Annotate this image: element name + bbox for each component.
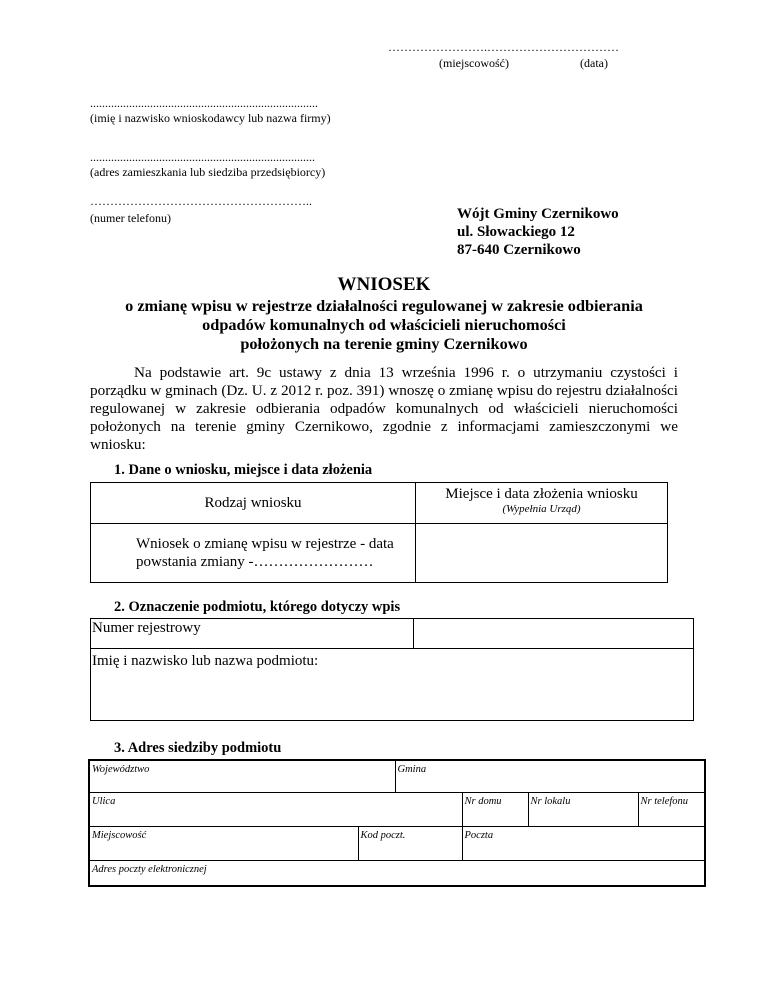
document-subtitle-line3: położonych na terenie gminy Czernikowo bbox=[240, 334, 528, 353]
gmina-field[interactable] bbox=[395, 760, 705, 792]
submission-header-label: Miejsce i data złożenia wniosku bbox=[445, 486, 638, 502]
gmina-label: Gmina bbox=[397, 764, 427, 775]
nr-lokalu-label: Nr lokalu bbox=[530, 795, 571, 807]
recipient-line3: 87-640 Czernikowo bbox=[457, 242, 581, 258]
section1-heading: 1. Dane o wniosku, miejsce i data złożenia bbox=[114, 462, 373, 478]
nr-lokalu-field[interactable] bbox=[528, 792, 638, 826]
applicant-phone-dots[interactable]: ……………………………………………….. bbox=[90, 194, 312, 208]
applicant-address-label: (adres zamieszkania lub siedziba przedsiębiorcy) bbox=[90, 165, 326, 179]
kod-pocztowy-label: Kod poczt. bbox=[360, 829, 406, 841]
reg-number-field[interactable] bbox=[414, 619, 694, 649]
date-label: (data) bbox=[580, 56, 608, 70]
nr-telefonu-label: Nr telefonu bbox=[640, 795, 689, 807]
recipient-line2: ul. Słowackiego 12 bbox=[457, 224, 575, 240]
request-type-line1: Wniosek o zmianę wpisu w rejestrze - data bbox=[136, 536, 394, 552]
wojewodztwo-label: Województwo bbox=[92, 764, 150, 775]
email-label: Adres poczty elektronicznej bbox=[92, 863, 207, 875]
place-date-dots[interactable]: …………………….…………………………… bbox=[388, 40, 619, 54]
submission-header-note: (Wypełnia Urząd) bbox=[502, 503, 581, 515]
submission-cell[interactable] bbox=[416, 524, 668, 583]
ulica-field[interactable] bbox=[89, 792, 462, 826]
poczta-label: Poczta bbox=[464, 829, 494, 841]
kod-pocztowy-field[interactable] bbox=[358, 826, 462, 860]
section2-table bbox=[90, 618, 694, 721]
request-type-cell[interactable] bbox=[91, 524, 416, 583]
request-type-header-label: Rodzaj wniosku bbox=[204, 495, 302, 511]
section1-table bbox=[90, 482, 668, 583]
nr-domu-field[interactable] bbox=[462, 792, 528, 826]
email-field[interactable] bbox=[89, 860, 705, 886]
recipient-line1: Wójt Gminy Czernikowo bbox=[457, 206, 619, 222]
request-type-header bbox=[91, 483, 416, 524]
section3-heading: 3. Adres siedziby podmiotu bbox=[114, 740, 282, 756]
document-subtitle-line2: odpadów komunalnych od właścicieli nieruchomości bbox=[202, 315, 566, 334]
document-title: WNIOSEK bbox=[337, 274, 431, 295]
miejscowosc-field[interactable] bbox=[89, 826, 358, 860]
section2-heading: 2. Oznaczenie podmiotu, którego dotyczy wpis bbox=[114, 599, 401, 615]
reg-number-label: Numer rejestrowy bbox=[92, 620, 201, 636]
request-type-line2: powstania zmiany -…………………… bbox=[136, 554, 374, 570]
nr-telefonu-field[interactable] bbox=[638, 792, 705, 826]
poczta-field[interactable] bbox=[462, 826, 705, 860]
section3-table bbox=[88, 759, 706, 887]
submission-header bbox=[416, 483, 668, 524]
miejscowosc-label: Miejscowość bbox=[92, 829, 147, 841]
applicant-phone-label: (numer telefonu) bbox=[90, 211, 171, 225]
reg-number-label-cell bbox=[91, 619, 414, 649]
place-label: (miejscowość) bbox=[439, 56, 509, 70]
nr-domu-label: Nr domu bbox=[464, 795, 502, 807]
document-subtitle-line1: o zmianę wpisu w rejestrze działalności regulowanej w zakresie odbierania bbox=[125, 296, 643, 315]
applicant-name-dots[interactable]: ............................................................................ bbox=[90, 96, 318, 110]
entity-name-field[interactable] bbox=[91, 649, 694, 721]
wojewodztwo-field[interactable] bbox=[89, 760, 395, 792]
applicant-address-dots[interactable]: ........................................................................... bbox=[90, 150, 315, 164]
intro-paragraph: Na podstawie art. 9c ustawy z dnia 13 września 1996 r. o utrzymaniu czystości i porządku w gminach (Dz. U. z 2012 r. poz. 391) wnoszę o zmianę wpisu do rejestru działalności regulowanej w zakresie odbierania odpadów komunalnych od właścicieli nieruchomości położonych na terenie gminy Czernikowo, zgodnie z informacjami zamieszczonymi we wniosku: bbox=[90, 364, 678, 453]
entity-name-label: Imię i nazwisko lub nazwa podmiotu: bbox=[92, 653, 319, 669]
ulica-label: Ulica bbox=[92, 795, 116, 807]
applicant-name-label: (imię i nazwisko wnioskodawcy lub nazwa firmy) bbox=[90, 111, 331, 125]
